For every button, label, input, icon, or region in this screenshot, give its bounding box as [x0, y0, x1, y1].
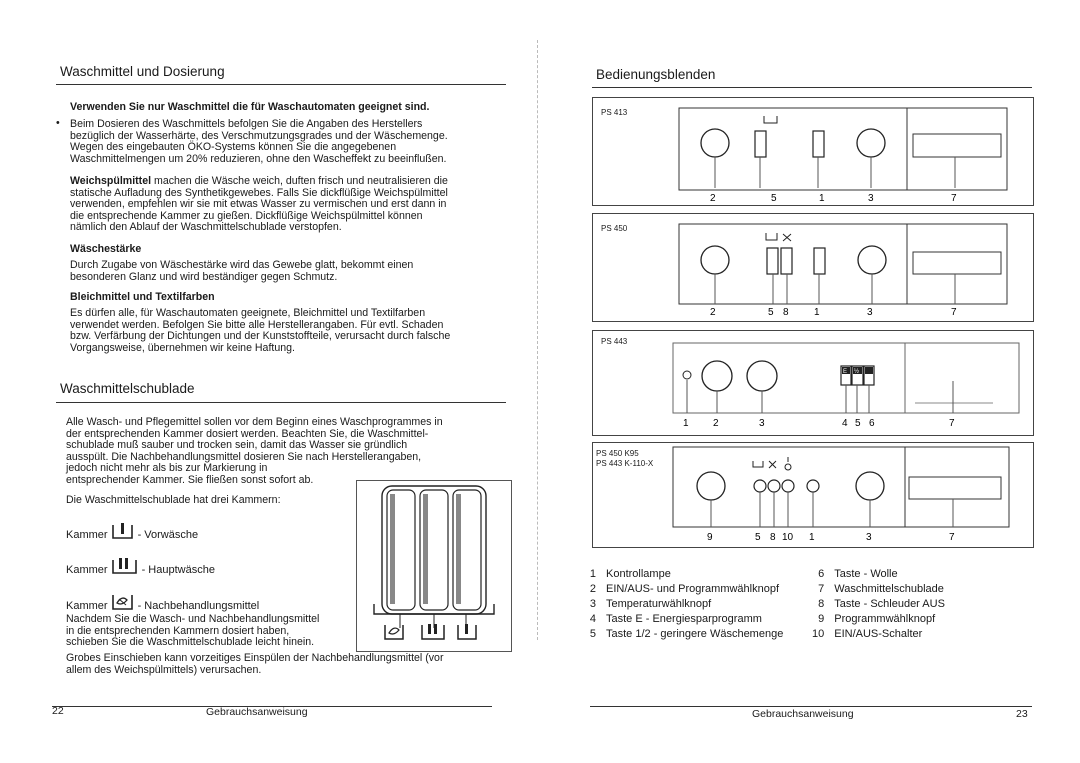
- intro-text: Verwenden Sie nur Waschmittel die für Waschautomaten geeignet sind.: [70, 101, 430, 113]
- legend-text: Taste - Schleuder AUS: [834, 598, 945, 610]
- callout-8: 8: [783, 307, 789, 318]
- legend-text: Kontrollampe: [606, 568, 671, 580]
- callout-5: 5: [755, 532, 761, 543]
- callout-3: 3: [868, 193, 874, 204]
- legend-number: 2: [589, 583, 596, 595]
- section-title-detergent: Waschmittel und Dosierung: [60, 64, 225, 79]
- bullet: •: [56, 117, 60, 129]
- callout-5: 5: [768, 307, 774, 318]
- chamber-row-softener: [66, 592, 259, 612]
- page-number-left: 22: [52, 705, 64, 717]
- warning-paragraph: Grobes Einschieben kann vorzeitiges Einspülen der Nachbehandlungsmittel (vor allem des Weichspülmittels) verursachen.: [66, 652, 444, 676]
- drawer-paragraph: Alle Wasch- und Pflegemittel sollen vor dem Beginn eines Waschprogrammes in der entsprechenden Kammer dosiert werden. Beachten Sie, die Waschmittel- schublade muß sauber und trocken sein, damit das Wasser sie gründlich ausspült. Die Nachbehandlungsmittel dosieren Sie nach Herstellerangaben, jedoch nicht mehr als bis zur Markierung in entsprechender Kammer. Sie fließen sonst sofort ab.: [66, 416, 443, 486]
- panel-model: PS 443: [601, 337, 628, 346]
- bleach-paragraph: Es dürfen alle, für Waschautomaten geeignete, Bleichmittel und Textilfarben verwendet werden. Befolgen Sie bitte alle Herstellerangaben. Für evtl. Schaden bzw. Verfärbung der Dichtungen und der Kunststoffteile, verursacht durch falsche Vorgangsweise, übernehmen wir keine Haftung.: [70, 307, 451, 354]
- panels-title-rule: [592, 87, 1032, 88]
- callout-7: 7: [949, 532, 955, 543]
- panel-ps413: [592, 97, 1034, 206]
- chamber-word: Kammer: [66, 564, 108, 576]
- after-paragraph: Nachdem Sie die Wasch- und Nachbehandlungsmittel in die entsprechenden Kammern dosiert haben, schieben Sie die Waschmittelschublade leicht hinein.: [66, 613, 320, 649]
- legend-left: [584, 567, 787, 642]
- legend-text: Waschmittelschublade: [834, 583, 944, 595]
- legend-number: 7: [818, 583, 825, 595]
- legend-number: 4: [589, 613, 596, 625]
- legend-number: 5: [589, 628, 596, 640]
- legend-number: 6: [818, 568, 825, 580]
- chamber-label: - Nachbehandlungsmittel: [137, 600, 260, 612]
- legend-right: [812, 567, 949, 642]
- callout-7: 7: [949, 418, 955, 429]
- legend-text: Taste - Wolle: [834, 568, 898, 580]
- softener-term: Weichspülmittel: [70, 175, 152, 187]
- callout-10: 10: [782, 532, 794, 543]
- panel-ps450: [592, 213, 1034, 322]
- center-gutter: [537, 40, 538, 640]
- legend-number: 8: [818, 598, 825, 610]
- callout-6: 6: [869, 418, 875, 429]
- key-half-label: ½: [854, 369, 860, 375]
- key-e-label: E: [843, 369, 848, 375]
- footer-left: Gebrauchsanweisung: [206, 706, 308, 718]
- callout-3: 3: [759, 418, 765, 429]
- legend-text: Taste 1/2 - geringere Wäschemenge: [606, 628, 784, 640]
- callout-4: 4: [842, 418, 848, 429]
- legend-text: Taste E - Energiesparprogramm: [606, 613, 762, 625]
- callout-1: 1: [809, 532, 815, 543]
- callout-2: 2: [710, 193, 716, 204]
- callout-7: 7: [951, 307, 957, 318]
- chamber-label: - Hauptwäsche: [141, 564, 215, 576]
- chamber-row-prewash: [66, 521, 198, 541]
- panel-model-2: PS 443 K-110-X: [596, 459, 654, 468]
- bleach-heading: Bleichmittel und Textilfarben: [70, 291, 215, 303]
- panel-model: PS 450: [601, 224, 628, 233]
- callout-5: 5: [771, 193, 777, 204]
- footer-right: Gebrauchsanweisung: [752, 708, 854, 720]
- section-title-panels: Bedienungsblenden: [596, 67, 716, 82]
- chamber-row-mainwash: [66, 556, 215, 576]
- callout-7: 7: [951, 193, 957, 204]
- drawer-title-rule: [56, 402, 506, 403]
- section-title-drawer: Waschmittelschublade: [60, 381, 195, 396]
- callout-3: 3: [866, 532, 872, 543]
- panel-model: PS 413: [601, 108, 628, 117]
- drawer-mainwash-icon: [422, 624, 444, 639]
- title-rule: [56, 84, 506, 85]
- drawer-illustration: [356, 480, 512, 652]
- dosing-paragraph: Beim Dosieren des Waschmittels befolgen Sie die Angaben des Herstellers bezüglich der Wasserhärte, des Verschmutzungsgrades und der Wäschemenge. Wegen des eingebauten ÖKO-Systems können Sie die angegebenen Waschmittelmengen um 20% reduzieren, ohne den Wascheffekt zu beeinflußen.: [70, 118, 448, 165]
- softener-text: machen die Wäsche weich, duften frisch und neutralisieren die statische Aufladung des Synthetikgewebes. Falls Sie dickflüßige Weichspülmittel verwenden, empfehlen wir sie mit etwas Wasser zu vermischen und erst dann in die entsprechende Kammer zu gießen. Dickflüßige Weichspülmittel können nämlich den Ablauf der Waschmittelschublade verstopfen.: [70, 175, 448, 234]
- drawer-prewash-icon: [458, 624, 476, 639]
- legend-number: 10: [812, 628, 825, 640]
- starch-heading: Wäschestärke: [70, 243, 142, 255]
- softener-icon: [111, 592, 135, 612]
- legend-text: Temperaturwählknopf: [606, 598, 712, 610]
- callout-2: 2: [713, 418, 719, 429]
- legend-text: Programmwählknopf: [834, 613, 936, 625]
- page-number-right: 23: [1016, 708, 1028, 720]
- callout-1: 1: [814, 307, 820, 318]
- legend-number: 9: [818, 613, 825, 625]
- callout-1: 1: [683, 418, 689, 429]
- legend-number: 1: [589, 568, 596, 580]
- legend-text: EIN/AUS-Schalter: [834, 628, 923, 640]
- softener-paragraph: [70, 176, 510, 234]
- callout-5: 5: [855, 418, 861, 429]
- callout-8: 8: [770, 532, 776, 543]
- legend-number: 3: [589, 598, 596, 610]
- panel-model: PS 450 K95: [596, 449, 639, 458]
- starch-paragraph: Durch Zugabe von Wäschestärke wird das Gewebe glatt, bekommt einen besonderen Glanz und wird beständiger gegen Schmutz.: [70, 259, 414, 283]
- prewash-icon: [111, 521, 135, 541]
- panel-ps443: [592, 330, 1034, 436]
- chamber-label: - Vorwäsche: [137, 529, 199, 541]
- three-chambers-text: Die Waschmittelschublade hat drei Kammern:: [66, 494, 281, 506]
- callout-3: 3: [867, 307, 873, 318]
- callout-9: 9: [707, 532, 713, 543]
- footer-rule-right: [590, 706, 1032, 707]
- chamber-word: Kammer: [66, 529, 108, 541]
- panel-ps450k95: [592, 442, 1034, 548]
- legend-text: EIN/AUS- und Programmwählknopf: [606, 583, 780, 595]
- mainwash-icon: [111, 556, 139, 576]
- chamber-word: Kammer: [66, 600, 108, 612]
- callout-2: 2: [710, 307, 716, 318]
- callout-1: 1: [819, 193, 825, 204]
